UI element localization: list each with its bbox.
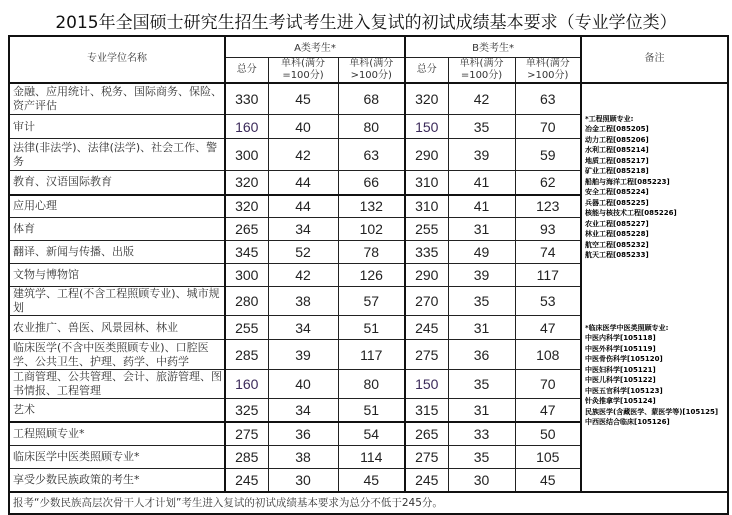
notes-engineering-item: 动力工程[085206] <box>585 135 649 144</box>
a-single-gt100: 102 <box>338 218 405 241</box>
notes-cell <box>581 83 728 492</box>
header-b-total: 总分 <box>405 57 448 83</box>
row-name: 工程照顾专业* <box>9 422 225 446</box>
header-a-total: 总分 <box>225 57 268 83</box>
a-single-gt100: 51 <box>338 316 405 340</box>
header-group-b: B类考生* <box>405 36 581 57</box>
b-single-100: 36 <box>448 340 515 370</box>
b-single-100: 35 <box>448 446 515 469</box>
b-single-gt100: 63 <box>515 83 581 115</box>
header-b-single-100: 单科(满分=100分) <box>448 57 515 83</box>
b-total: 310 <box>405 195 448 218</box>
row-name: 应用心理 <box>9 195 225 218</box>
header-a-single-gt100: 单科(满分>100分) <box>338 57 405 83</box>
b-total: 245 <box>405 469 448 492</box>
b-single-gt100: 123 <box>515 195 581 218</box>
a-total: 300 <box>225 264 268 287</box>
b-single-gt100: 117 <box>515 264 581 287</box>
a-single-100: 44 <box>268 195 338 218</box>
b-single-gt100: 45 <box>515 469 581 492</box>
a-total: 160 <box>225 115 268 139</box>
b-single-gt100: 47 <box>515 316 581 340</box>
b-single-gt100: 59 <box>515 139 581 171</box>
row-name: 工商管理、公共管理、会计、旅游管理、图书情报、工程管理 <box>9 370 225 399</box>
a-single-100: 40 <box>268 370 338 399</box>
notes-engineering-item: 航天工程[085233] <box>585 251 649 259</box>
b-single-gt100: 62 <box>515 171 581 195</box>
a-total: 255 <box>225 316 268 340</box>
a-single-gt100: 66 <box>338 171 405 195</box>
a-single-100: 44 <box>268 171 338 195</box>
notes-engineering-item: 航空工程[085232] <box>585 240 649 249</box>
a-single-100: 40 <box>268 115 338 139</box>
row-name: 金融、应用统计、税务、国际商务、保险、资产评估 <box>9 83 225 115</box>
header-notes: 备注 <box>581 36 728 83</box>
notes-tcm-item: 中西医结合临床[105126] <box>585 418 670 426</box>
notes-engineering-item: 船舶与海洋工程[085223] <box>585 177 670 186</box>
b-single-gt100: 70 <box>515 115 581 139</box>
notes-tcm-item: 中医五官科学[105123] <box>585 386 663 395</box>
notes-engineering-item: 水利工程[085214] <box>585 146 649 154</box>
b-single-gt100: 105 <box>515 446 581 469</box>
notes-engineering-item: 林业工程[085228] <box>585 230 649 238</box>
notes-engineering-item: 兵器工程[085225] <box>585 198 649 207</box>
b-single-gt100: 53 <box>515 287 581 316</box>
a-single-gt100: 57 <box>338 287 405 316</box>
notes-tcm-item: 中医妇科学[105121] <box>585 365 656 374</box>
b-single-gt100: 93 <box>515 218 581 241</box>
b-total: 270 <box>405 287 448 316</box>
b-single-100: 35 <box>448 287 515 316</box>
notes-tcm-heading: *临床医学中医类照顾专业: <box>585 323 669 332</box>
a-single-100: 42 <box>268 139 338 171</box>
score-table <box>8 35 729 515</box>
b-total: 335 <box>405 241 448 264</box>
a-single-100: 34 <box>268 218 338 241</box>
a-single-gt100: 126 <box>338 264 405 287</box>
a-single-100: 52 <box>268 241 338 264</box>
a-total: 345 <box>225 241 268 264</box>
a-total: 245 <box>225 469 268 492</box>
notes-engineering-heading: *工程照顾专业: <box>585 114 634 123</box>
a-single-gt100: 80 <box>338 115 405 139</box>
row-name: 享受少数民族政策的考生* <box>9 469 225 492</box>
a-single-gt100: 68 <box>338 83 405 115</box>
a-single-100: 30 <box>268 469 338 492</box>
b-total: 245 <box>405 316 448 340</box>
b-single-100: 31 <box>448 316 515 340</box>
a-single-gt100: 54 <box>338 422 405 446</box>
b-single-100: 39 <box>448 139 515 171</box>
b-single-gt100: 108 <box>515 340 581 370</box>
row-name: 建筑学、工程(不含工程照顾专业)、城市规划 <box>9 287 225 316</box>
a-single-100: 34 <box>268 316 338 340</box>
row-name: 临床医学中医类照顾专业* <box>9 446 225 469</box>
a-single-gt100: 45 <box>338 469 405 492</box>
notes-tcm-item: 民族医学(含藏医学、蒙医学等)[105125] <box>585 407 719 416</box>
row-name: 农业推广、兽医、风景园林、林业 <box>9 316 225 340</box>
b-single-100: 41 <box>448 171 515 195</box>
row-name: 审计 <box>9 115 225 139</box>
b-total: 265 <box>405 422 448 446</box>
b-total: 290 <box>405 264 448 287</box>
row-name: 文物与博物馆 <box>9 264 225 287</box>
b-single-gt100: 74 <box>515 241 581 264</box>
a-total: 265 <box>225 218 268 241</box>
a-single-gt100: 117 <box>338 340 405 370</box>
a-total: 285 <box>225 446 268 469</box>
notes-engineering-item: 安全工程[085224] <box>585 188 649 196</box>
a-single-gt100: 114 <box>338 446 405 469</box>
b-total: 320 <box>405 83 448 115</box>
a-single-gt100: 63 <box>338 139 405 171</box>
row-name: 翻译、新闻与传播、出版 <box>9 241 225 264</box>
a-total: 275 <box>225 422 268 446</box>
b-single-100: 31 <box>448 218 515 241</box>
a-single-gt100: 80 <box>338 370 405 399</box>
a-total: 320 <box>225 195 268 218</box>
a-single-100: 38 <box>268 287 338 316</box>
b-total: 315 <box>405 399 448 422</box>
a-total: 280 <box>225 287 268 316</box>
notes-tcm-item: 针灸推拿学[105124] <box>585 397 656 405</box>
b-total: 310 <box>405 171 448 195</box>
a-total: 320 <box>225 171 268 195</box>
b-single-100: 33 <box>448 422 515 446</box>
b-single-100: 49 <box>448 241 515 264</box>
notes-engineering-item: 冶金工程[085205] <box>585 125 649 133</box>
notes-tcm-item: 中医儿科学[105122] <box>585 376 656 384</box>
b-single-100: 35 <box>448 370 515 399</box>
b-single-100: 30 <box>448 469 515 492</box>
row-name: 艺术 <box>9 399 225 422</box>
a-single-100: 45 <box>268 83 338 115</box>
notes-engineering-item: 核能与核技术工程[085226] <box>585 209 677 217</box>
a-single-gt100: 78 <box>338 241 405 264</box>
b-single-gt100: 50 <box>515 422 581 446</box>
b-single-100: 35 <box>448 115 515 139</box>
a-total: 330 <box>225 83 268 115</box>
a-single-100: 42 <box>268 264 338 287</box>
row-name: 体育 <box>9 218 225 241</box>
notes-tcm-item: 中医内科学[105118] <box>585 334 656 342</box>
b-total: 255 <box>405 218 448 241</box>
b-total: 275 <box>405 446 448 469</box>
a-single-100: 39 <box>268 340 338 370</box>
b-single-100: 31 <box>448 399 515 422</box>
a-total: 160 <box>225 370 268 399</box>
row-name: 法律(非法学)、法律(法学)、社会工作、警务 <box>9 139 225 171</box>
header-a-single-100: 单科(满分=100分) <box>268 57 338 83</box>
page-title: 2015年全国硕士研究生招生考试考生进入复试的初试成绩基本要求（专业学位类） <box>55 13 677 33</box>
header-group-a: A类考生* <box>225 36 405 57</box>
a-single-100: 34 <box>268 399 338 422</box>
b-total: 150 <box>405 115 448 139</box>
footer-note: 报考“少数民族高层次骨干人才计划”考生进入复试的初试成绩基本要求为总分不低于245分。 <box>9 492 728 514</box>
notes-engineering-item: 地质工程[085217] <box>585 156 649 165</box>
notes-engineering-item: 矿业工程[085218] <box>585 167 649 175</box>
a-total: 285 <box>225 340 268 370</box>
b-total: 275 <box>405 340 448 370</box>
a-total: 300 <box>225 139 268 171</box>
notes-engineering-item: 农业工程[085227] <box>585 219 649 228</box>
row-name: 临床医学(不含中医类照顾专业)、口腔医学、公共卫生、护理、药学、中药学 <box>9 340 225 370</box>
b-single-gt100: 47 <box>515 399 581 422</box>
a-single-gt100: 132 <box>338 195 405 218</box>
b-single-gt100: 70 <box>515 370 581 399</box>
b-total: 290 <box>405 139 448 171</box>
b-single-100: 41 <box>448 195 515 218</box>
a-single-100: 38 <box>268 446 338 469</box>
table-row <box>9 83 728 115</box>
a-single-gt100: 51 <box>338 399 405 422</box>
header-b-single-gt100: 单科(满分>100分) <box>515 57 581 83</box>
b-total: 150 <box>405 370 448 399</box>
notes-tcm-item: 中医外科学[105119] <box>585 344 656 353</box>
a-total: 325 <box>225 399 268 422</box>
a-single-100: 36 <box>268 422 338 446</box>
b-single-100: 42 <box>448 83 515 115</box>
header-name-col: 专业学位名称 <box>9 36 225 83</box>
b-single-100: 39 <box>448 264 515 287</box>
row-name: 教育、汉语国际教育 <box>9 171 225 195</box>
notes-tcm-item: 中医骨伤科学[105120] <box>585 355 663 363</box>
